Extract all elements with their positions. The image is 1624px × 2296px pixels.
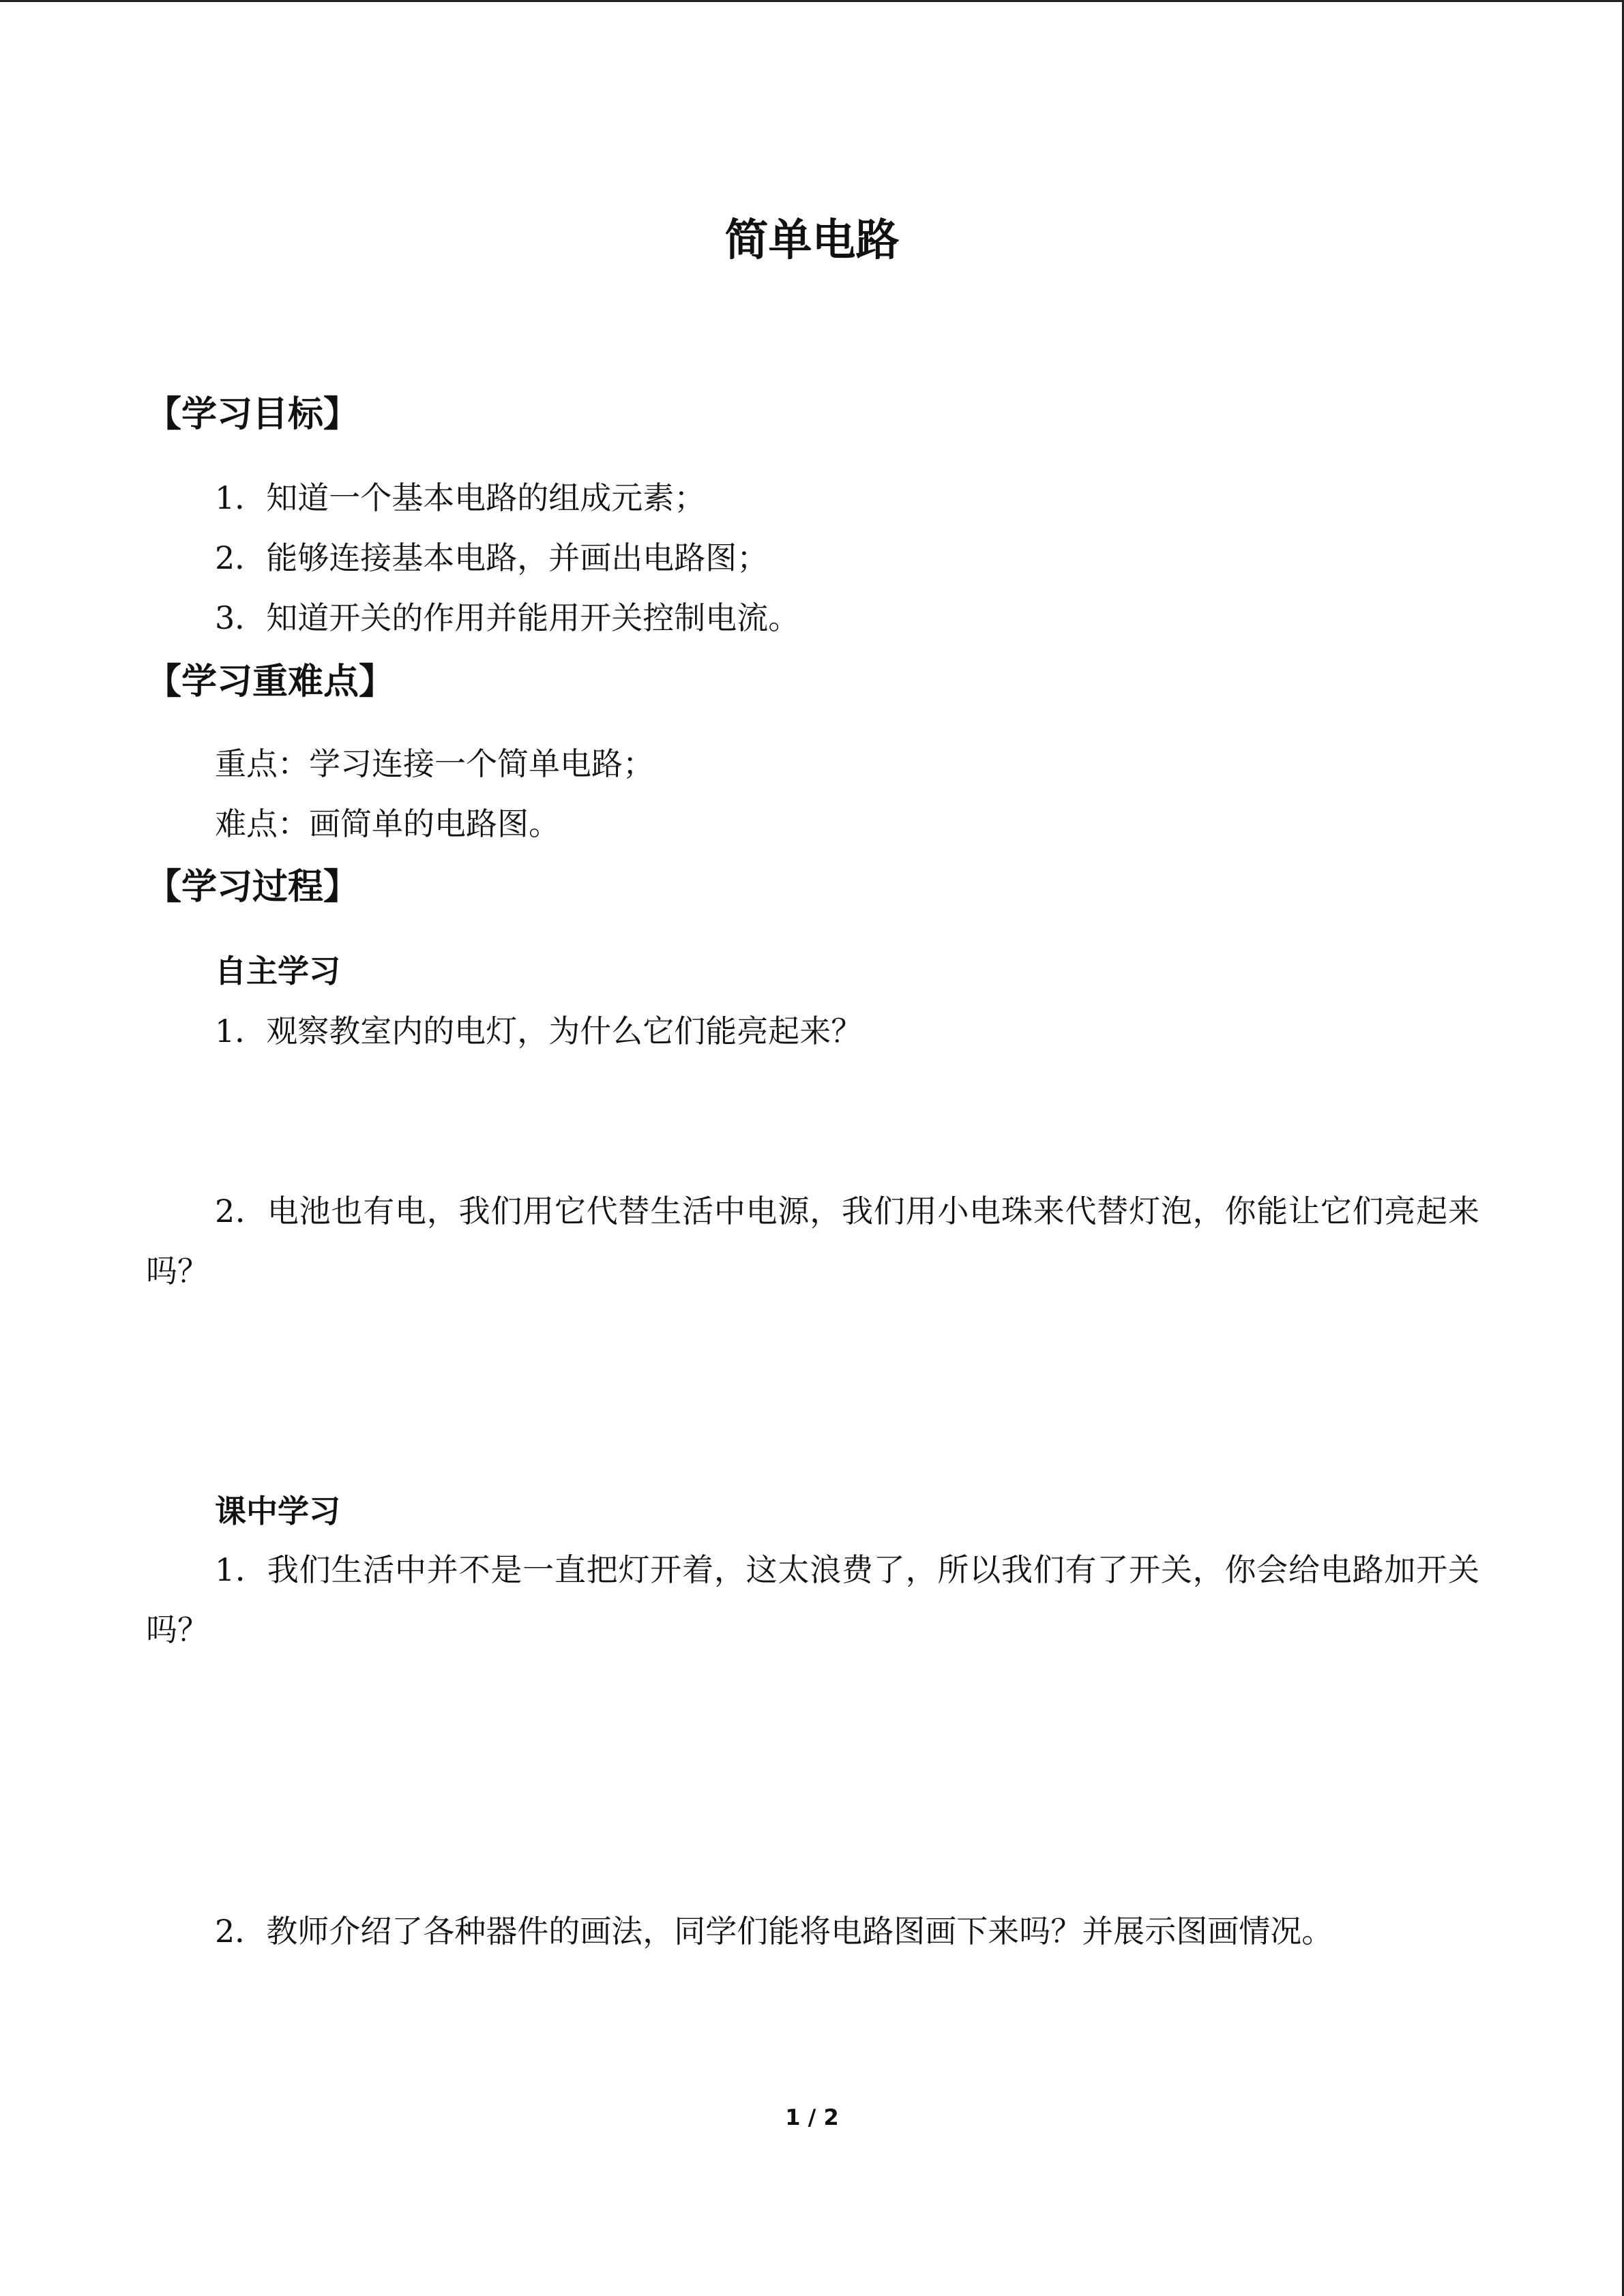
objective-item-3: 3．知道开关的作用并能用开关控制电流。 [215, 599, 800, 636]
key-point-difficulty: 难点：画简单的电路图。 [215, 805, 560, 842]
self-study-question-1: 1．观察教室内的电灯，为什么它们能亮起来？ [215, 1013, 863, 1049]
in-class-question-1: 1．我们生活中并不是一直把灯开着，这太浪费了，所以我们有了开关，你会给电路加开关吗？ [146, 1551, 1479, 1648]
document-title: 简单电路 [724, 215, 900, 266]
objective-item-2: 2．能够连接基本电路，并画出电路图； [215, 539, 769, 576]
page-number: 1 / 2 [785, 2104, 839, 2130]
self-study-question-2: 2．电池也有电，我们用它代替生活中电源，我们用小电珠来代替灯泡，你能让它们亮起来吗？ [146, 1193, 1479, 1289]
section-heading-objectives: 【学习目标】 [146, 394, 359, 435]
section-heading-key-points: 【学习重难点】 [146, 661, 395, 702]
objective-item-1: 1．知道一个基本电路的组成元素； [215, 479, 706, 516]
key-point-focus: 重点：学习连接一个简单电路； [215, 745, 654, 782]
subheading-in-class: 课中学习 [215, 1493, 340, 1530]
in-class-question-2: 2．教师介绍了各种器件的画法，同学们能将电路图画下来吗？并展示图画情况。 [215, 1913, 1333, 1950]
subheading-self-study: 自主学习 [215, 953, 340, 989]
section-heading-process: 【学习过程】 [146, 867, 359, 908]
